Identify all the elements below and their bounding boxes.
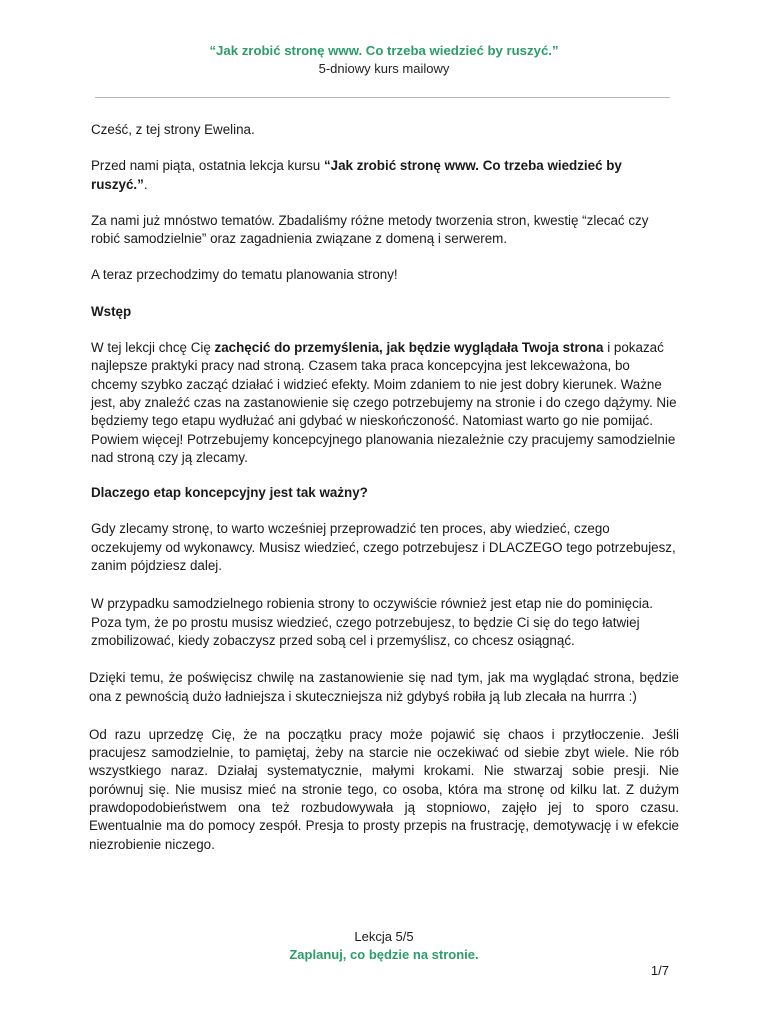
transition-paragraph: A teraz przechodzimy do tematu planowania strony!	[91, 267, 398, 283]
thanks-paragraph: Dzięki temu, że poświęcisz chwilę na zastanowienie się nad tym, jak ma wyglądać strona, będzie ona z pewnością dużo ładniejsza i skuteczniejsza niż gdybyś robiła ją lub zlecała na hurrra :)	[89, 670, 679, 704]
page-header	[0, 42, 768, 78]
lesson-tagline: Zaplanuj, co będzie na stronie.	[289, 947, 479, 962]
heading-intro-text: Wstęp	[91, 303, 132, 319]
intro-paragraph	[91, 157, 679, 194]
lesson-text-rest: i pokazać najlepsze praktyki pracy nad stroną. Czasem taka praca koncepcyjna jest lekceważona, bo chcemy szybko zacząć działać i widzieć efekty. Moim zdaniem to nie jest dobry kierunek. Ważne jest, aby znaleźć czas na zastanowienie się czego potrzebujemy na stronie i do czego dążymy. Nie będziemy tego etapu wydłużać ani gdybać w nieskończoność. Natomiast warto go nie pomijać. Powiem więcej! Potrzebujemy koncepcyjnego planowania niezależnie czy pracujemy samodzielnie nad stroną czy ją zlecamy.	[91, 340, 677, 465]
course-subtitle: 5-dniowy kurs mailowy	[318, 61, 450, 76]
section-heading-why	[91, 484, 679, 502]
warning-paragraph: Od razu uprzedzę Cię, że na początku pracy może pojawić się chaos i przytłoczenie. Jeśli pracujesz samodzielnie, to pamiętaj, żeby na starcie nie oczekiwać od siebie zbyt wiele. Nie rób wszystkiego naraz. Działaj systematycznie, małymi krokami. Nie stwarzaj sobie presji. Nie porównuj się. Nie musisz mieć na stronie tego, co osoba, która ma stronę od kilku lat. Z dużym prawdopodobieństwem ona też rozbudowywała ją stopniowo, zajęło jej to sporo czasu. Ewentualnie ma do pomocy zespół. Presja to prosty przepis na frustrację, demotywację i w efekcie niezrobienie niczego.	[89, 726, 679, 852]
lesson-counter: Lekcja 5/5	[354, 929, 414, 944]
intro-text: Przed nami piąta, ostatnia lekcja kursu	[91, 158, 324, 174]
header-divider	[95, 97, 670, 98]
heading-why-text: Dlaczego etap koncepcyjny jest tak ważny?	[91, 485, 368, 501]
course-title: “Jak zrobić stronę www. Co trzeba wiedzieć by ruszyć.”	[209, 43, 559, 58]
recap-paragraph: Za nami już mnóstwo tematów. Zbadaliśmy różne metody tworzenia stron, kwestię “zlecać czy robić samodzielnie” oraz zagadnienia związane z domeną i serwerem.	[91, 212, 649, 247]
page-footer	[0, 928, 768, 964]
lesson-content	[91, 121, 679, 854]
page-number: 1/7	[650, 963, 669, 978]
self-build-paragraph: W przypadku samodzielnego robienia strony to oczywiście również jest etap nie do pominięcia. Poza tym, że po prostu musisz wiedzieć, czego potrzebujesz, to będzie Ci się do tego łatwiej zmobilizować, kiedy zobaczysz przed sobą cel i przemyślisz, co chcesz osiągnąć.	[91, 596, 653, 648]
greeting: Cześć, z tej strony Ewelina.	[91, 122, 255, 137]
intro-end: .	[143, 176, 148, 192]
lesson-paragraph	[91, 339, 679, 467]
lesson-text-start: W tej lekcji chcę Cię	[91, 340, 215, 356]
section-heading-intro	[91, 303, 679, 321]
lesson-emphasis: zachęcić do przemyślenia, jak będzie wyglądała Twoja strona	[214, 340, 604, 356]
commission-paragraph: Gdy zlecamy stronę, to warto wcześniej przeprowadzić ten proces, aby wiedzieć, czego oczekujemy od wykonawcy. Musisz wiedzieć, czego potrzebujesz i DLACZEGO tego potrzebujesz, zanim pójdziesz dalej.	[91, 521, 676, 574]
intro-course-title: “Jak zrobić stronę www. Co trzeba wiedzieć by ruszyć.”	[91, 158, 622, 192]
